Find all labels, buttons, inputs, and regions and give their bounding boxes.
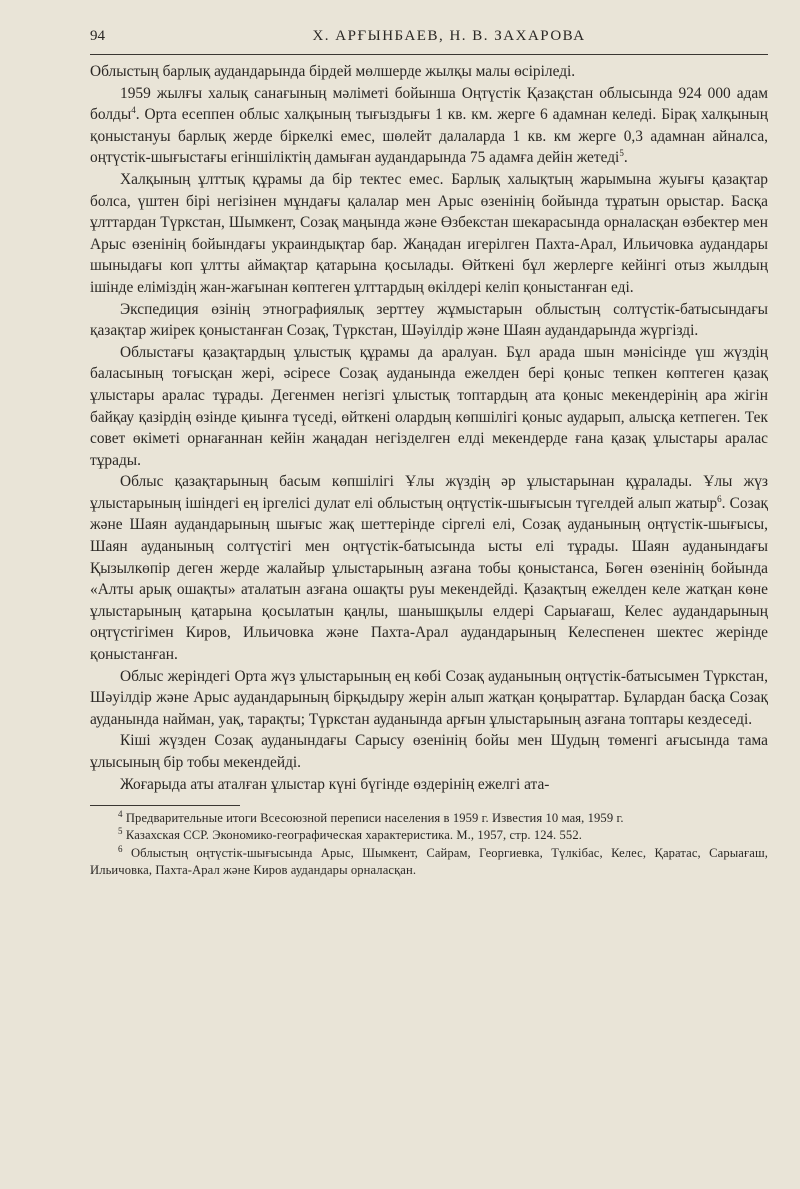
- footnote-5: [90, 827, 768, 844]
- paragraph-6-text-a: Облыс қазақтарының басым көпшілігі Ұлы жүздің әр ұлыстарынан құралады. Ұлы жүз ұлыстарының ішіндегі ең іргелісі дулат елі облыстың оңтүстік-шығысын түгелдей алып жатыр: [90, 473, 768, 512]
- paragraph-3: Халқының ұлттық құрамы да бір тектес емес. Барлық халықтың жарымына жуығы қазақтар болса, үштен бірі негізінен мұндағы қалалар мен Арыс өзенінің бойында тұратын орыстар. Басқа ұлттардан Түркстан, Шымкент, Созақ маңында және Өзбекстан шекарасында орналасқан өзбектер мен Арыс өзенінің бойындағы украиндықтар бар. Жаңадан игерілген Пахта-Арал, Ильичовка аудандары шыныдағы коп ұлтты аймақтар қатарына қосылады. Өйткені бұл жерлерге кейінгі отыз жылдың ішінде еліміздің жан-жағынан көптеген ұлттардың өкілдері келіп қоныстанған еді.: [90, 170, 768, 296]
- footnote-4-text: Предварительные итоги Всесоюзной переписи населения в 1959 г. Известия 10 мая, 1959 г.: [125, 811, 624, 826]
- footnote-4: [90, 810, 768, 827]
- paragraph-2-text-c: .: [623, 149, 628, 167]
- footnote-divider: [90, 805, 240, 806]
- footnote-5-mark: 5: [118, 826, 123, 837]
- paragraph-4: Экспедиция өзінің этнографиялық зерттеу жұмыстарын облыстың солтүстік-батысындағы қазақтар жиірек қоныстанған Созақ, Түркстан, Шәуілдір және Шаян аудандарында жүргізді.: [90, 300, 768, 340]
- footnote-ref-5: 5: [619, 148, 624, 159]
- paragraph-2: [90, 83, 768, 169]
- paragraph-8: Кіші жүзден Созақ ауданындағы Сарысу өзенінің бойы мен Шудың төменгі ағысында тама ұлысының бір тобы мекендейді.: [90, 732, 768, 771]
- running-head: [90, 20, 768, 55]
- paragraph-5: Облыстағы қазақтардың ұлыстық құрамы да аралуан. Бұл арада шын мәнісінде үш жүздің баласының тоғысқан жері, әсіресе Созақ ауданында ежелден бері қоныс тепкен көптеген қазақ ұлыстары аралас тұрады. Дегенмен негізгі ұлыстық топтардың ата қоныс мекендерінің ара жігін байқау қазірдің өзінде қиынға түседі, өйткені олардың көпшілігі қоныс аударып, алысқа кетпеген. Тек совет өкіметі орнағаннан кейін жаңадан негізделген елді мекендерде ғана қазақ ұлыстары аралас тұрады.: [90, 343, 768, 469]
- paragraph-9: Жоғарыда аты аталған ұлыстар күні бүгінде өздерінің ежелгі ата-: [120, 775, 550, 793]
- footnotes: [90, 805, 768, 879]
- paragraph-2-text-b: . Орта есеппен облыс халқының тығыздығы 1 кв. км. жерге 6 адамнан келеді. Бірақ халқының қоныстануы барлық жерде біркелкі емес, шөлейт далаларда 1 кв. км жерге 0,3 адамнан айналса, оңтүстік-шығыстағы егіншіліктің дамыған аудандарында 75 адамға дейін жетеді: [90, 106, 768, 167]
- footnote-5-text: Казахская ССР. Экономико-географическая характеристика. М., 1957, стр. 124. 552.: [125, 828, 582, 843]
- paragraph-2-text-a: 1959 жылғы халық санағының мәліметі бойынша Оңтүстік Қазақстан облысында 924 000 адам болды: [90, 84, 768, 124]
- paragraph-6-text-b: . Созақ және Шаян аудандарының шығыс жақ шеттерінде сіргелі елі, Созақ ауданының оңтүстік-шығысы, Шаян ауданының солтүстігі мен оңтүстік-батысында ысты елі тұрады. Шаян ауданындағы Қызылкөпір деген жерде жалайыр ұлыстарының азғана тобы қоныстанса, Бөген өзенінің бойында «Алты арық ошақты» аталатын азғана ошақты руы мекендейді. Қазақтың ежелден келе жатқан көне ұлыстарының қатарына қосылатын қаңлы, шанышқылы елдері Сарыағаш, Келес аудандарының оңтүстігімен Киров, Ильичовка және Пахта-Арал аудандарының Келеспенен шектес жерінде қоныстанған.: [90, 494, 768, 664]
- footnote-ref-4: 4: [131, 105, 136, 116]
- footnote-ref-6: 6: [717, 493, 722, 504]
- footnote-6: [90, 845, 768, 879]
- paragraph-6: [90, 471, 768, 665]
- footnote-6-text: Облыстың оңтүстік-шығысында Арыс, Шымкент, Сайрам, Георгиевка, Түлкібас, Келес, Қаратас, Сарыағаш, Ильичовка, Пахта-Арал және Киров аудандары орналасқан.: [90, 845, 768, 877]
- footnote-6-mark: 6: [118, 843, 123, 854]
- main-text: [90, 61, 768, 795]
- footnote-4-mark: 4: [118, 809, 123, 819]
- page-number: 94: [90, 28, 105, 44]
- running-head-authors: Х. АРҒЫНБАЕВ, Н. В. ЗАХАРОВА: [312, 28, 586, 44]
- paragraph-1: Облыстың барлық аудандарында бірдей мөлшерде жылқы малы өсіріледі.: [90, 63, 576, 80]
- paragraph-7: Облыс жеріндегі Орта жүз ұлыстарының ең көбі Созақ ауданының оңтүстік-батысымен Түркстан, Шәуілдір және Арыс аудандарының бірқыдыру жерін алып жатқан қоңыраттар. Бұлардан басқа Созақ ауданында найман, уақ, тарақты; Түркстан ауданында арғын ұлыстарының азғана топтары кездеседі.: [90, 667, 768, 728]
